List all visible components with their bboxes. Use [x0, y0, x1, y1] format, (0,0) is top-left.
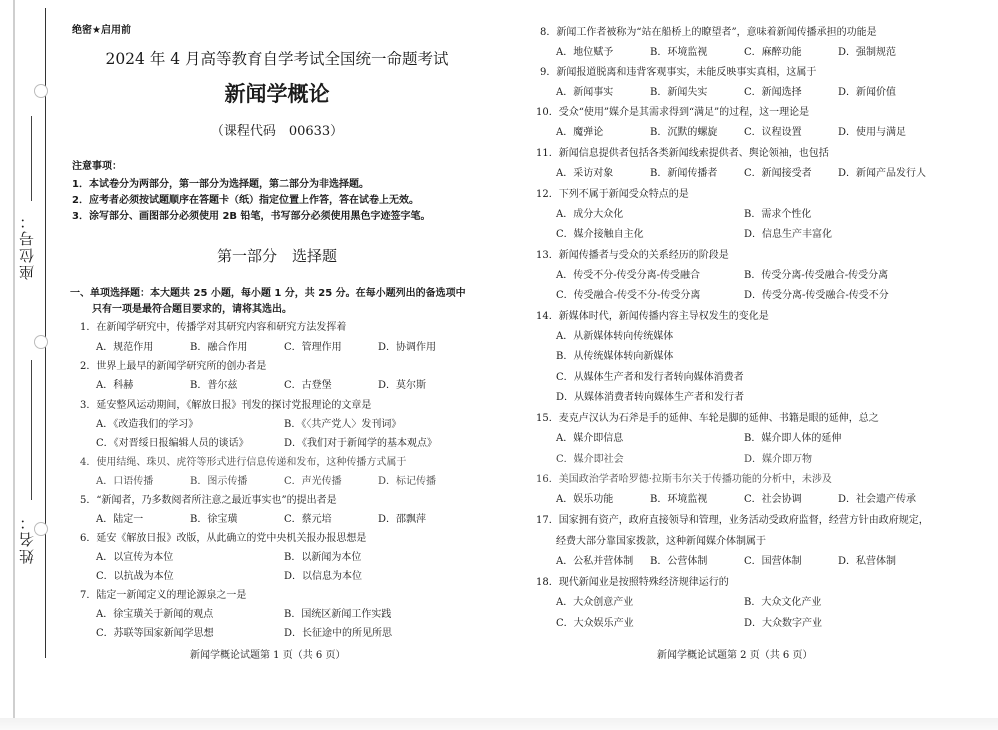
- option: D．媒介即万物: [744, 454, 813, 465]
- exam-title: 2024 年 4 月高等教育自学考试全国统一命题考试: [105, 50, 449, 68]
- option: B．传受分离-传受融合-传受分离: [744, 270, 889, 281]
- question-stem: 5．“新闻者，乃多数阅者所注意之最近事实也”的提出者是: [80, 495, 337, 506]
- option: B．沉默的螺旋: [650, 127, 718, 138]
- option: A．成分大众化: [556, 209, 624, 220]
- option: D．新闻产品发行人: [838, 168, 927, 179]
- option: C．苏联等国家新闻学思想: [96, 628, 214, 639]
- option: D．传受分离-传受融合-传受不分: [744, 290, 889, 301]
- option: C．媒介接触自主化: [556, 229, 644, 240]
- question-stem: 18．现代新闻业是按照特殊经济规律运行的: [536, 577, 729, 588]
- option: C．声光传播: [284, 476, 342, 487]
- option: B．媒介即人体的延伸: [744, 433, 842, 444]
- part-title: 第一部分 选择题: [216, 247, 337, 265]
- question-stem: 12．下列不属于新闻受众特点的是: [536, 189, 689, 200]
- option: A．科赫: [96, 380, 134, 391]
- option: C．媒介即社会: [556, 454, 624, 465]
- option: D．新闻价值: [838, 87, 897, 98]
- question-stem: 11．新闻信息提供者包括各类新闻线索提供者、舆论领袖，也包括: [536, 148, 829, 159]
- question-stem: 4．使用结绳、珠贝、虎符等形式进行信息传递和发布，这种传播方式属于: [80, 457, 407, 468]
- option: A．从新媒体转向传统媒体: [556, 331, 674, 342]
- option: B．环境监视: [650, 494, 708, 505]
- option: C．管理作用: [284, 342, 342, 353]
- option: C．蔡元培: [284, 514, 332, 525]
- name-label: 姓名：: [18, 513, 36, 564]
- option: B．以新闻为本位: [284, 552, 362, 563]
- option: C．《对晋绥日报编辑人员的谈话》: [96, 438, 249, 449]
- option: D．私营体制: [838, 556, 897, 567]
- option: B．需求个性化: [744, 209, 812, 220]
- option: A．徐宝璜关于新闻的观点: [96, 609, 214, 620]
- option: A．传受不分-传受分离-传受融合: [556, 270, 700, 281]
- option: B．公营体制: [650, 556, 708, 567]
- question-stem: 15．麦克卢汉认为石斧是手的延伸、车轮是脚的延伸、书籍是眼的延伸，总之: [536, 413, 879, 424]
- option: B．普尔兹: [190, 380, 238, 391]
- option: D．协调作用: [378, 342, 437, 353]
- option: A．魔弹论: [556, 127, 604, 138]
- option: C．新闻选择: [744, 87, 802, 98]
- question-stem: 10．受众“使用”媒介是其需求得到“满足”的过程，这一理论是: [536, 107, 810, 118]
- option: B．《〈共产党人〉发刊词》: [284, 419, 402, 430]
- option: D．以信息为本位: [284, 571, 363, 582]
- option: A．地位赋予: [556, 47, 614, 58]
- option: C．国营体制: [744, 556, 802, 567]
- option: D．邵飘萍: [378, 514, 427, 525]
- option: D．社会遗产传承: [838, 494, 917, 505]
- option: D．使用与满足: [838, 127, 907, 138]
- notes-heading: 注意事项：: [72, 161, 122, 172]
- option: A．大众创意产业: [556, 597, 634, 608]
- option: C．麻醉功能: [744, 47, 802, 58]
- question-stem-cont: 经费大部分靠国家拨款，这种新闻媒介体制属于: [556, 536, 766, 547]
- binding-hole: [34, 84, 48, 98]
- binding-hole: [34, 335, 48, 349]
- question-stem: 6．延安《解放日报》改版，从此确立的党中央机关报办报思想是: [80, 533, 367, 544]
- option: B．徐宝璜: [190, 514, 238, 525]
- subject-title: 新闻学概论: [224, 82, 330, 106]
- option: B．环境监视: [650, 47, 708, 58]
- option: B．从传统媒体转向新媒体: [556, 351, 674, 362]
- option: B．融合作用: [190, 342, 248, 353]
- option: D．长征途中的所见所思: [284, 628, 393, 639]
- section-heading: 一、单项选择题：本大题共 25 小题，每小题 1 分，共 25 分。在每小题列出的备选项中: [70, 288, 466, 299]
- binding-line: [45, 8, 46, 658]
- paper-edge: [13, 0, 15, 718]
- option: C．社会协调: [744, 494, 802, 505]
- option: C．以抗战为本位: [96, 571, 174, 582]
- option: D．莫尔斯: [378, 380, 427, 391]
- option: D．从媒体消费者转向媒体生产者和发行者: [556, 392, 745, 403]
- option: A．《改造我们的学习》: [96, 419, 199, 430]
- course-code: （课程代码 00633）: [210, 124, 344, 139]
- option: A．媒介即信息: [556, 433, 624, 444]
- confidential-mark: 绝密★启用前: [72, 25, 131, 36]
- option: C．古登堡: [284, 380, 332, 391]
- option: A．陆定一: [96, 514, 144, 525]
- option: B．新闻失实: [650, 87, 708, 98]
- option: B．国统区新闻工作实践: [284, 609, 392, 620]
- option: D．标记传播: [378, 476, 437, 487]
- name-blank-line: [31, 360, 32, 500]
- option: D．信息生产丰富化: [744, 229, 833, 240]
- question-stem: 1．在新闻学研究中，传播学对其研究内容和研究方法发挥着: [80, 322, 347, 333]
- question-stem: 2．世界上最早的新闻学研究所的创办者是: [80, 361, 267, 372]
- option: C．从媒体生产者和发行者转向媒体消费者: [556, 372, 744, 383]
- option: A．采访对象: [556, 168, 614, 179]
- question-stem: 17．国家拥有资产，政府直接领导和管理，业务活动受政府监督，经营方针由政府规定，: [536, 515, 929, 526]
- option: D．《我们对于新闻学的基本观点》: [284, 438, 438, 449]
- question-stem: 16．美国政治学者哈罗德·拉斯韦尔关于传播功能的分析中，未涉及: [536, 474, 832, 485]
- option: A．娱乐功能: [556, 494, 614, 505]
- option: A．以宣传为本位: [96, 552, 174, 563]
- option: C．议程设置: [744, 127, 802, 138]
- question-stem: 8．新闻工作者被称为“站在船桥上的瞭望者”，意味着新闻传播承担的功能是: [540, 27, 877, 38]
- page-footer: 新闻学概论试题第 1 页（共 6 页）: [190, 650, 346, 661]
- option: B．新闻传播者: [650, 168, 718, 179]
- option: C．大众娱乐产业: [556, 618, 634, 629]
- page-footer: 新闻学概论试题第 2 页（共 6 页）: [657, 650, 813, 661]
- question-stem: 14．新媒体时代，新闻传播内容主导权发生的变化是: [536, 311, 769, 322]
- option: D．强制规范: [838, 47, 897, 58]
- option: A．新闻事实: [556, 87, 614, 98]
- scan-shadow: [0, 718, 998, 730]
- note-item: 3．涂写部分、画图部分必须使用 2B 铅笔，书写部分必须使用黑色字迹签字笔。: [72, 211, 431, 222]
- option: B．图示传播: [190, 476, 248, 487]
- seat-blank-line: [31, 116, 32, 201]
- option: B．大众文化产业: [744, 597, 822, 608]
- option: D．大众数字产业: [744, 618, 823, 629]
- option: C．传受融合-传受不分-传受分离: [556, 290, 701, 301]
- note-item: 2．应考者必须按试题顺序在答题卡（纸）指定位置上作答，答在试卷上无效。: [72, 195, 419, 206]
- question-stem: 9．新闻报道脱离和违背客观事实，未能反映事实真相，这属于: [540, 67, 817, 78]
- option: A．公私并营体制: [556, 556, 634, 567]
- note-item: 1．本试卷分为两部分，第一部分为选择题，第二部分为非选择题。: [72, 179, 369, 190]
- question-stem: 7．陆定一新闻定义的理论源泉之一是: [80, 590, 247, 601]
- question-stem: 13．新闻传播者与受众的关系经历的阶段是: [536, 250, 729, 261]
- seat-number-label: 座位号：: [18, 212, 36, 280]
- section-heading-cont: 只有一项是最符合题目要求的，请将其选出。: [92, 304, 292, 315]
- option: C．新闻接受者: [744, 168, 812, 179]
- question-stem: 3．延安整风运动期间，《解放日报》刊发的探讨党报理论的文章是: [80, 400, 372, 411]
- option: A．规范作用: [96, 342, 154, 353]
- option: A．口语传播: [96, 476, 154, 487]
